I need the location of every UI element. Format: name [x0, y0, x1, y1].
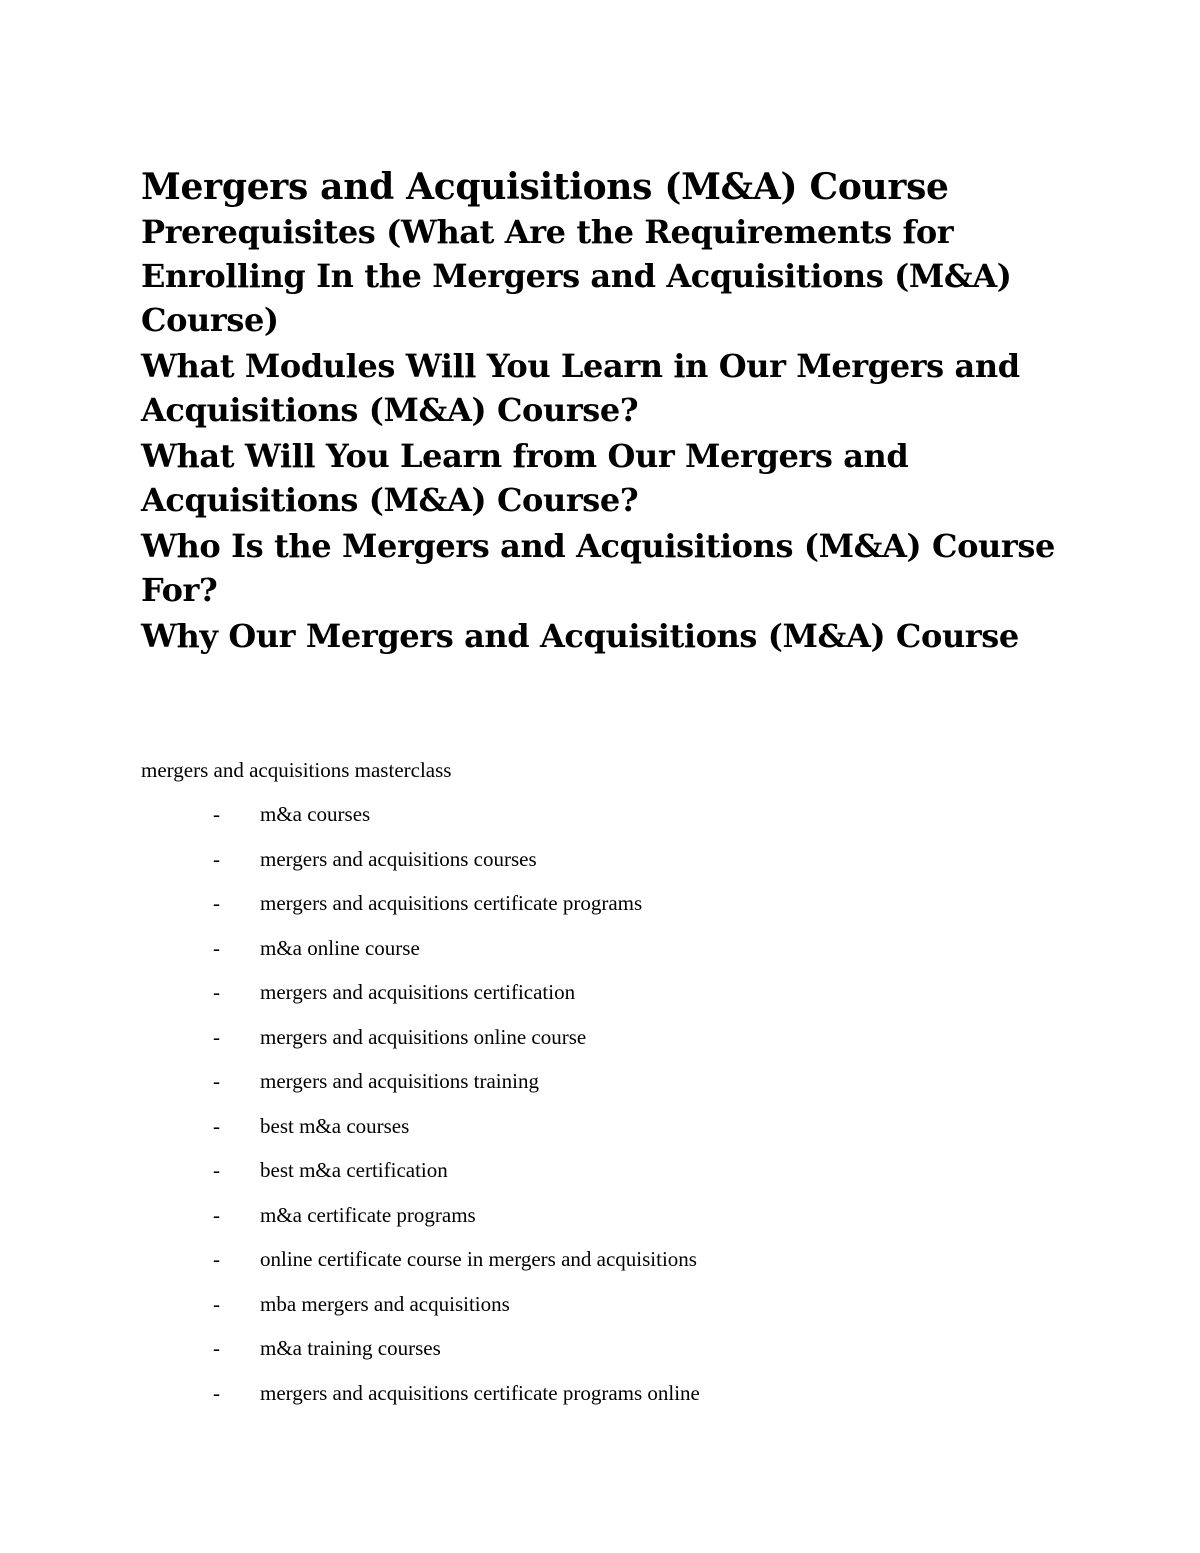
list-item-text: m&a certificate programs — [260, 1202, 476, 1227]
keywords-section — [141, 755, 1081, 1422]
list-item-text: mergers and acquisitions training — [260, 1069, 539, 1093]
bullet-dash: - — [213, 1247, 220, 1271]
list-item — [141, 1333, 1081, 1378]
list-item — [141, 888, 1081, 933]
keyword-list — [141, 799, 1081, 1422]
bullet-dash: - — [213, 1113, 220, 1138]
list-item — [141, 1111, 1081, 1156]
subheading-prerequisites: Prerequisites (What Are the Requirements for Enrolling In the Mergers and Acquisitions (M&A) Course) — [141, 213, 1012, 339]
list-item — [141, 1155, 1081, 1200]
bullet-dash: - — [213, 802, 220, 826]
bullet-dash: - — [213, 1336, 220, 1360]
list-item-text: mergers and acquisitions courses — [260, 846, 537, 871]
list-item — [141, 977, 1081, 1022]
list-item — [141, 1200, 1081, 1245]
document-title: Mergers and Acquisitions (M&A) Course — [141, 166, 949, 208]
list-item-text: online certificate course in mergers and acquisitions — [260, 1247, 697, 1271]
subheading-modules: What Modules Will You Learn in Our Mergers and Acquisitions (M&A) Course? — [141, 347, 1020, 429]
keywords-intro: mergers and acquisitions masterclass — [141, 758, 452, 782]
list-item — [141, 1289, 1081, 1334]
headings-block — [141, 164, 1081, 658]
subheading-audience: Who Is the Mergers and Acquisitions (M&A) Course For? — [141, 527, 1055, 609]
bullet-dash: - — [213, 935, 220, 960]
bullet-dash: - — [213, 1069, 220, 1093]
list-item-text: m&a training courses — [260, 1336, 441, 1360]
subheading-learn: What Will You Learn from Our Mergers and Acquisitions (M&A) Course? — [141, 437, 909, 519]
list-item-text: best m&a courses — [260, 1113, 410, 1138]
list-item — [141, 1066, 1081, 1111]
list-item — [141, 844, 1081, 889]
list-item — [141, 1378, 1081, 1423]
bullet-dash: - — [213, 1158, 220, 1182]
list-item-text: m&a online course — [260, 935, 420, 960]
list-item-text: mergers and acquisitions certificate programs online — [260, 1380, 700, 1405]
list-item-text: mergers and acquisitions certification — [260, 980, 576, 1004]
bullet-dash: - — [213, 1380, 220, 1405]
bullet-dash: - — [213, 891, 220, 915]
list-item — [141, 1244, 1081, 1289]
list-item — [141, 799, 1081, 844]
list-item — [141, 933, 1081, 978]
list-item-text: mergers and acquisitions online course — [260, 1024, 587, 1049]
bullet-dash: - — [213, 1202, 220, 1227]
bullet-dash: - — [213, 846, 220, 871]
list-item — [141, 1022, 1081, 1067]
list-item-text: best m&a certification — [260, 1158, 448, 1182]
bullet-dash: - — [213, 1291, 220, 1316]
bullet-dash: - — [213, 1024, 220, 1049]
list-item-text: mba mergers and acquisitions — [260, 1291, 510, 1316]
list-item-text: m&a courses — [260, 802, 371, 826]
bullet-dash: - — [213, 980, 220, 1004]
subheading-why: Why Our Mergers and Acquisitions (M&A) Course — [141, 617, 1019, 655]
list-item-text: mergers and acquisitions certificate programs — [260, 891, 643, 915]
